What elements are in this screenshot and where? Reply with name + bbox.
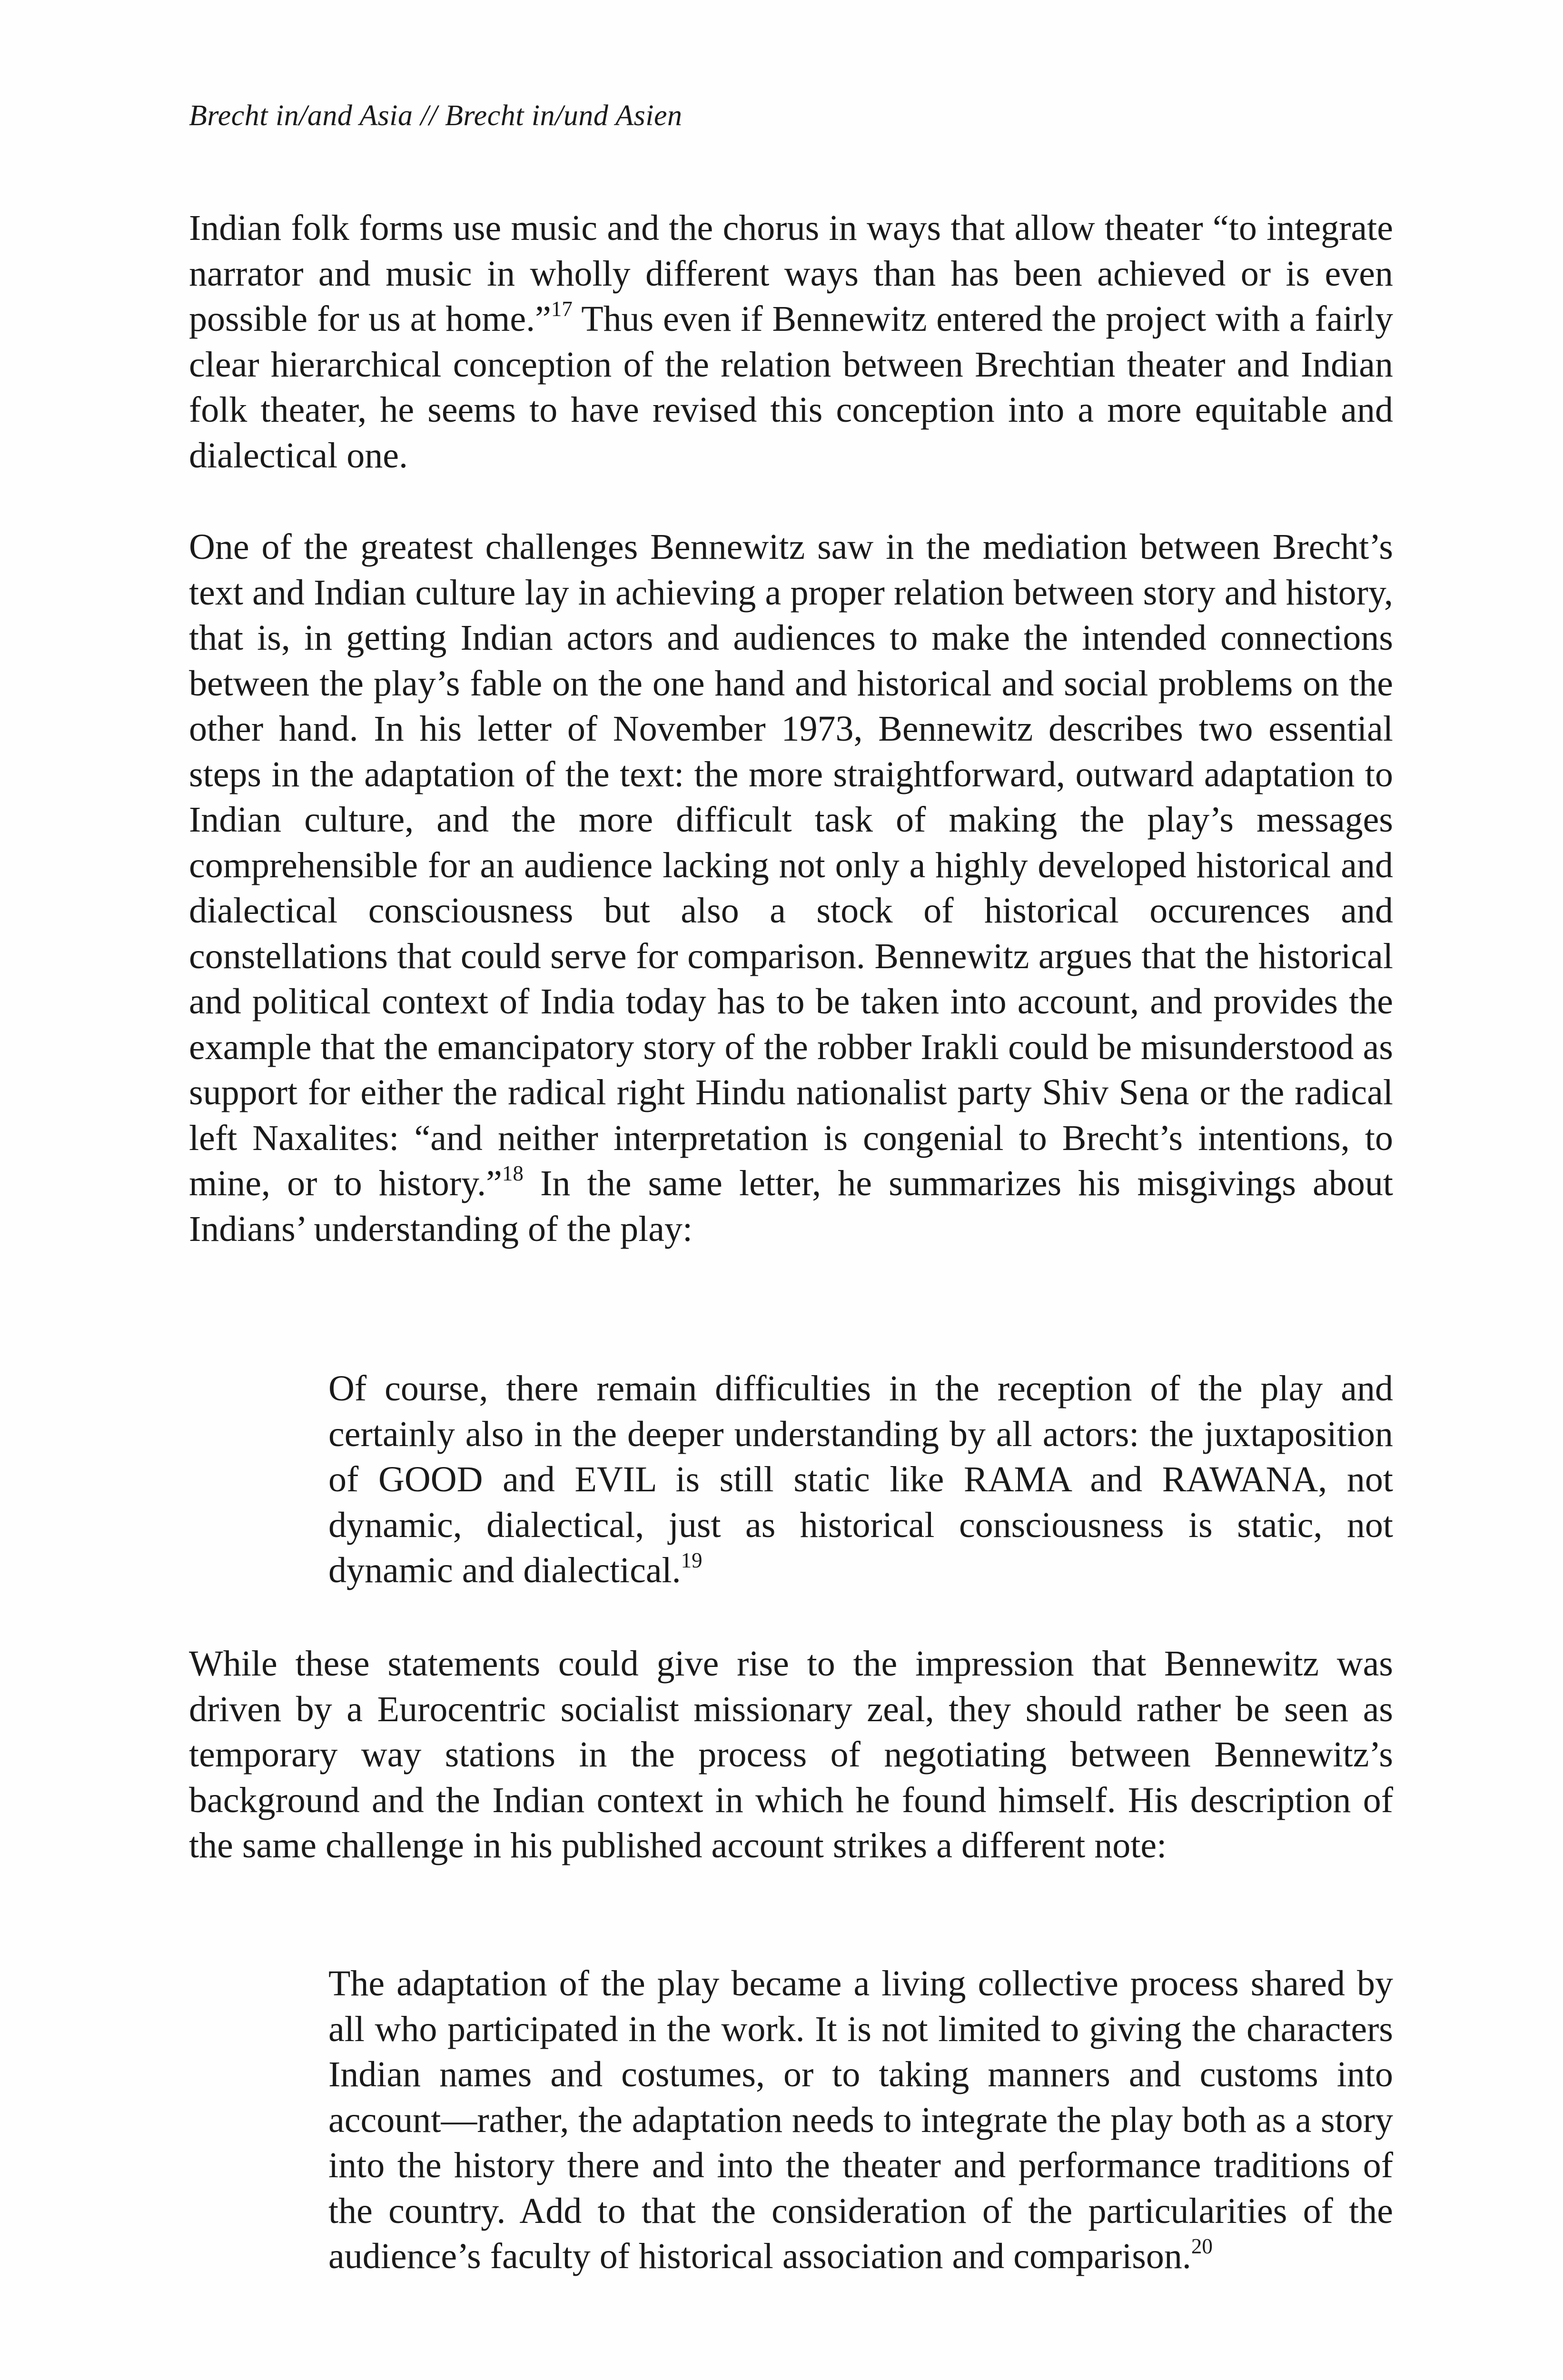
block-quote-1: Of course, there remain difficulties in the reception of the play and certainly also in the deeper understanding by all actors: the juxtaposition of GOOD and EVIL is still static like RAMA and RAWANA, not dynamic, dialectical, just as historical consciousness is static, not dynamic and dialectical.$^{19}$ xyxy=(328,1368,1393,1590)
block-quote-2: The adaptation of the play became a living collective process shared by all who participated in the work. It is not limited to giving the characters Indian names and costumes, or to taking manners and customs into account—rather, the adaptation needs to integrate the play both as a story into the history there and into the theater and performance traditions of the country. Add to that the consideration of the particularities of the audience’s faculty of historical association and comparison.$^{20}$ xyxy=(328,1964,1393,2276)
running-head: Brecht in/and Asia // Brecht in/und Asien xyxy=(189,99,683,132)
paragraph-3: While these statements could give rise to the impression that Bennewitz was driven by a Eurocentric socialist missionary zeal, they should rather be seen as temporary way stations in the process of negotiating between Bennewitz’s background and the Indian context in which he found himself. His description of the same challenge in his published account strikes a different note: xyxy=(189,1644,1393,1865)
footnote-ref-18: 18 xyxy=(502,1161,524,1185)
paragraph-1: Indian folk forms use music and the chorus in ways that allow theater “to integrate narrator and music in wholly different ways than has been achieved or is even possible for us at home.”$^{17}$ Thus even if Bennewitz entered the project with a fairly clear hierarchical conception of the relation between Brechtian theater and Indian folk theater, he seems to have revised this conception into a more equitable and dialectical one. xyxy=(189,208,1393,476)
footnote-ref-19: 19 xyxy=(681,1548,702,1572)
footnote-ref-17: 17 xyxy=(551,297,573,321)
footnote-ref-20: 20 xyxy=(1191,2234,1213,2258)
paragraph-2: One of the greatest challenges Bennewitz saw in the mediation between Brecht’s text and Indian culture lay in achieving a proper relation between story and history, that is, in getting Indian actors and audiences to make the intended connections between the play’s fable on the one hand and historical and social problems on the other hand. In his letter of November 1973, Bennewitz describes two essential steps in the adaptation of the text: the more straightforward, outward adaptation to Indian culture, and the more difficult task of making the play’s messages comprehensible for an audience lacking not only a highly developed historical and dialectical consciousness but also a stock of historical occurences and constellations that could serve for comparison. Bennewitz argues that the historical and political context of India today has to be taken into account, and provides the example that the emancipatory story of the robber Irakli could be misunderstood as support for either the radical right Hindu nationalist party Shiv Sena or the radical left Naxalites: “and neither interpretation is congenial to Brecht’s intentions, to mine, or to history.”$^{18}$ In the same letter, he summarizes his misgivings about Indians’ understanding of the play: xyxy=(189,527,1393,1249)
